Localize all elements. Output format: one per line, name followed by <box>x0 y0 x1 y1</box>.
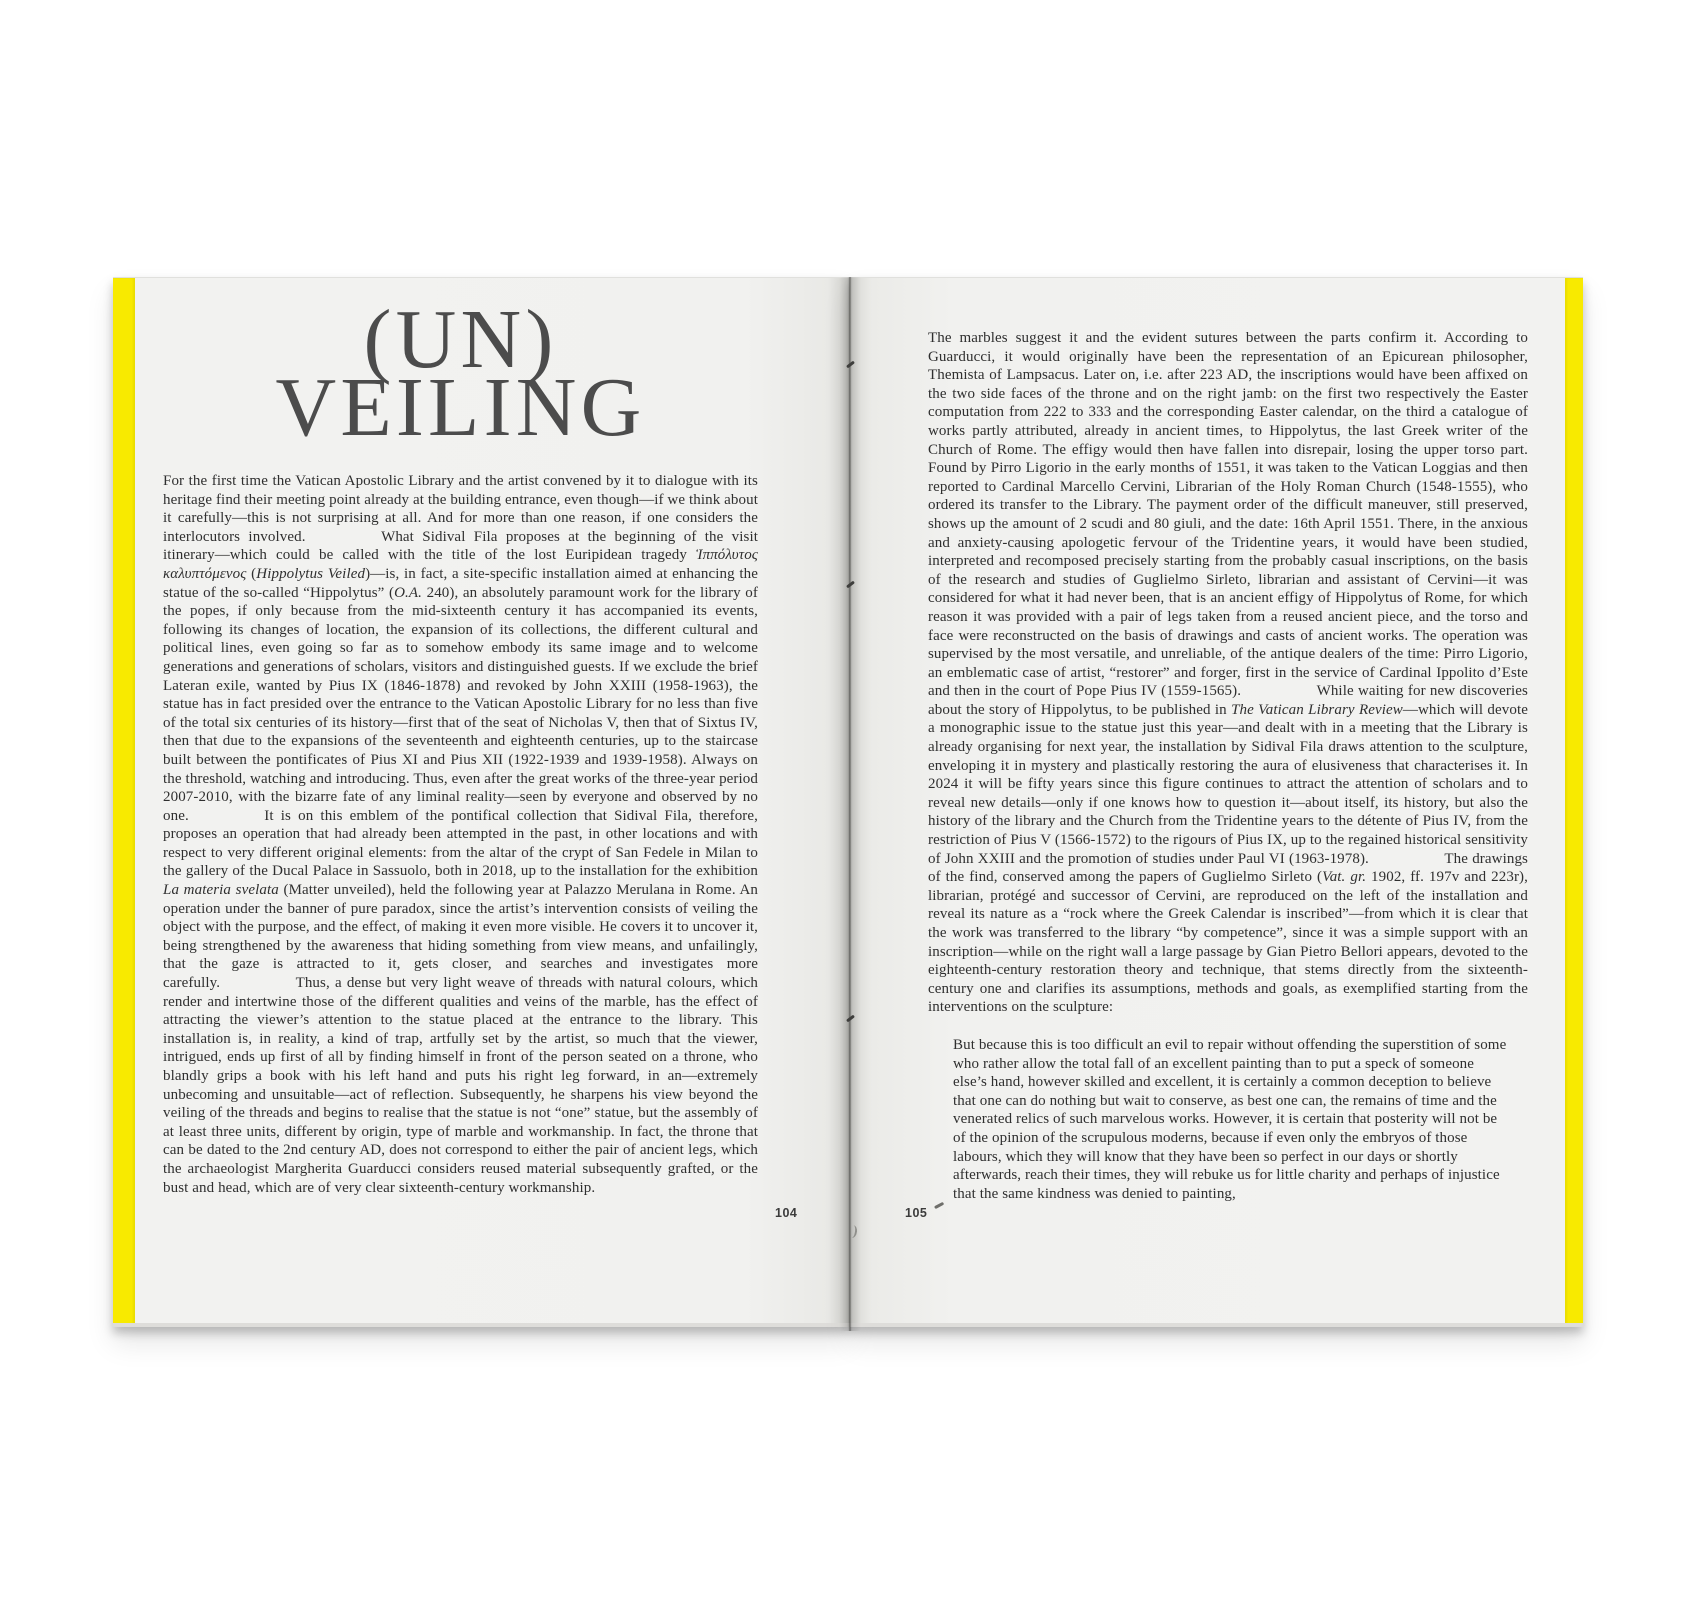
chapter-title-line-2: VEILING <box>275 361 646 454</box>
right-page-paragraph: The marbles suggest it and the evident sutures between the parts confirm it. According to Guarducci, it would originally have been the representation of an Epicurean philosopher, Themista of Lampsacus. Later on, i.e. after 223 AD, the inscriptions would have been affixed on the two side faces of the throne and on the right jamb: on the first two respectively the Easter computation from 222 to 333 and the corresponding Easter calendar, on the third a catalogue of works partly attributed, already in ancient times, to Hippolytus, the last Greek writer of the Church of Rome. The effigy would then have fallen into disrepair, losing the upper torso part. Found by Pirro Ligorio in the early months of 1551, it was taken to the Vatican Loggias and then reported to Cardinal Marcello Cervini, Librarian of the Holy Roman Church (1548-1555), who ordered its transfer to the Library. The payment order of the difficult maneuver, still preserved, shows up the amount of 2 scudi and 80 giuli, and the date: 16th April 1551. There, in the anxious and anxiety-causing apologetic fervour of the Tridentine years, it would have been studied, interpreted and recomposed precisely starting from the probably casual inscriptions, on the basis of the research and studies of Guglielmo Sirleto, librarian and assistant of Cervini—it was considered for what it had never been, that is an ancient effigy of Hippolytus of Rome, for which reason it was provided with a pair of legs taken from a reused ancient piece, and the torso and face were reconstructed on the basis of drawings and casts of ancient works. The operation was supervised by the most versatile, and unreliable, of the antique dealers of the time: Pirro Ligorio, an emblematic case of artist, “restorer” and forger, first in the service of Cardinal Ippolito d’Este and then in the court of Pope Pius IV (1559-1565). While waiting for new discoveries about the story of Hippolytus, to be published in The Vatican Library Review—which will devote a monographic issue to the statue just this year—and dealt with in a meeting that the Library is already organising for next year, the installation by Sidival Fila draws attention to the sculpture, enveloping it in mystery and plastically restoring the aura of elusiveness that characterises it. In 2024 it will be fifty years since this figure continues to attract the attention of scholars and to reveal new details—only if one knows how to question it—about itself, its history, but also the history of the library and the Church from the Tridentine years to the détente of Pius IV, from the restriction of Pius V (1566-1572) to the rigours of Pius IX, up to the regained historical sensitivity of John XXIII and the promotion of studies under Paul VI (1963-1978). The drawings of the find, conserved among the papers of Guglielmo Sirleto (Vat. gr. 1902, ff. 197v and 223r), librarian, protégé and successor of Cervini, are reproduced on the left of the installation and reveal its nature as a “rock where the Greek Calendar is inscribed”—from which it is clear that the work was transferred to the library “by competence”, since it was a simple support with an inscription—while on the right wall a large passage by Gian Pietro Bellori appears, devoted to the eighteenth-century restoration theory and technique, that stems directly from the sixteenth-century one and clarifies its assumptions, methods and goals, as exemplified starting from the interventions on the sculpture: <box>928 330 1529 1016</box>
spine-gutter <box>839 277 861 1331</box>
bellori-blockquote: But because this is too difficult an evil to repair without offending the superstition of some who rather allow the total fall of an excellent painting than to put a speck of someone else’s hand, however skilled and excellent, it is certainly a common deception to believe that one can do nothing but wait to conserve, as best one can, the remains of time and the venerated relics of such marvelous works. However, it is certain that posterity will not be of the opinion of the scrupulous moderns, because if even only the embryos of those labours, which they will know that they have been so perfect in our days or shortly afterwards, reach their times, they will rebuke us for little charity and perhaps of injustice that the same kindness was denied to painting, <box>953 1036 1507 1202</box>
left-page-paragraph: For the first time the Vatican Apostolic Library and the artist convened by it to dialogue with its heritage find their meeting point already at the building entrance, even though—if we think about it carefully—this is not surprising at all. And for more than one reason, if one considers the interlocutors involved. What Sidival Fila proposes at the beginning of the visit itinerary—which could be called with the title of the lost Euripidean tragedy Ἱππόλυτος καλυπτόμενος (Hippolytus Veiled)—is, in fact, a site-specific installation aimed at enhancing the statue of the so-called “Hippolytus” (O.A. 240), an absolutely paramount work for the library of the popes, if only because from the mid-sixteenth century it has accompanied its events, following its changes of location, the expansion of its collections, the different cultural and political lines, even going so far as to somehow embody its same image and to welcome generations and generations of scholars, visitors and distinguished guests. If we exclude the brief Lateran exile, wanted by Pius IX (1846-1878) and revoked by John XXIII (1958-1963), the statue has in fact presided over the entrance to the Vatican Apostolic Library for no less than five of the total six centuries of its history—first that of the seat of Nicholas V, then that of Sixtus IV, then that due to the expansions of the seventeenth and eighteenth centuries, up to the staircase built between the pontificates of Pius XI and Pius XII (1922-1939 and 1939-1958). Always on the threshold, watching and introducing. Thus, even after the great works of the three-year period 2007-2010, with the bizarre fate of any liminal reality—seen by everyone and observed by no one. It is on this emblem of the pontifical collection that Sidival Fila, therefore, proposes an operation that had already been attempted in the past, in other locations and with respect to very different original elements: from the altar of the crypt of San Fedele in Milan to the gallery of the Ducal Palace in Sassuolo, both in 2018, up to the installation for the exhibition La materia svelata (Matter unveiled), held the following year at Palazzo Merulana in Rome. An operation under the banner of pure paradox, since the artist’s intervention consists of veiling the object with the purpose, and the effect, of making it even more visible. He covers it to uncover it, being strengthened by the awareness that hiding something from view means, and unfailingly, that the gaze is attracted to it, gets closer, and searches and investigates more carefully. Thus, a dense but very light weave of threads with natural colours, which render and intertwine those of the different qualities and veins of the marble, has the effect of attracting the viewer’s attention to the statue placed at the entrance to the library. This installation is, in reality, a kind of trap, artfully set by the artist, so much that the viewer, intrigued, ends up first of all by finding himself in front of the person seated on a throne, who blandly grips a book with his left hand and puts his right leg forward, in an—extremely unbecoming and unsuitable—act of reflection. Subsequently, he sharpens his view beyond the veiling of the threads and begins to realise that the statue is not “one” statue, but the assembly of at least three units, different by origin, type of marble and workmanship. In fact, the throne that can be dated to the 2nd century AD, does not correspond to either the pair of ancient legs, which the archaeologist Margherita Guarducci considers reused material subsequently grafted, or the bust and head, which are of very clear sixteenth-century workmanship. <box>163 473 759 1196</box>
stitch-thread-icon <box>846 361 855 369</box>
stitch-thread-icon <box>846 1015 855 1023</box>
page-number-left: 104 <box>775 1206 798 1220</box>
stitch-thread-icon <box>846 581 855 589</box>
book-spread <box>113 277 1583 1331</box>
left-page <box>113 277 850 1327</box>
right-fore-edge-yellow <box>1565 278 1583 1327</box>
right-page <box>850 277 1583 1327</box>
chapter-title <box>163 293 758 454</box>
stitch-thread-icon <box>847 1224 858 1238</box>
left-page-content <box>163 278 758 1197</box>
right-page-content <box>928 329 1528 1203</box>
page-number-right: 105 <box>905 1206 928 1220</box>
left-fore-edge-yellow <box>113 278 135 1327</box>
chapter-title-line-1: (UN) <box>363 293 558 386</box>
